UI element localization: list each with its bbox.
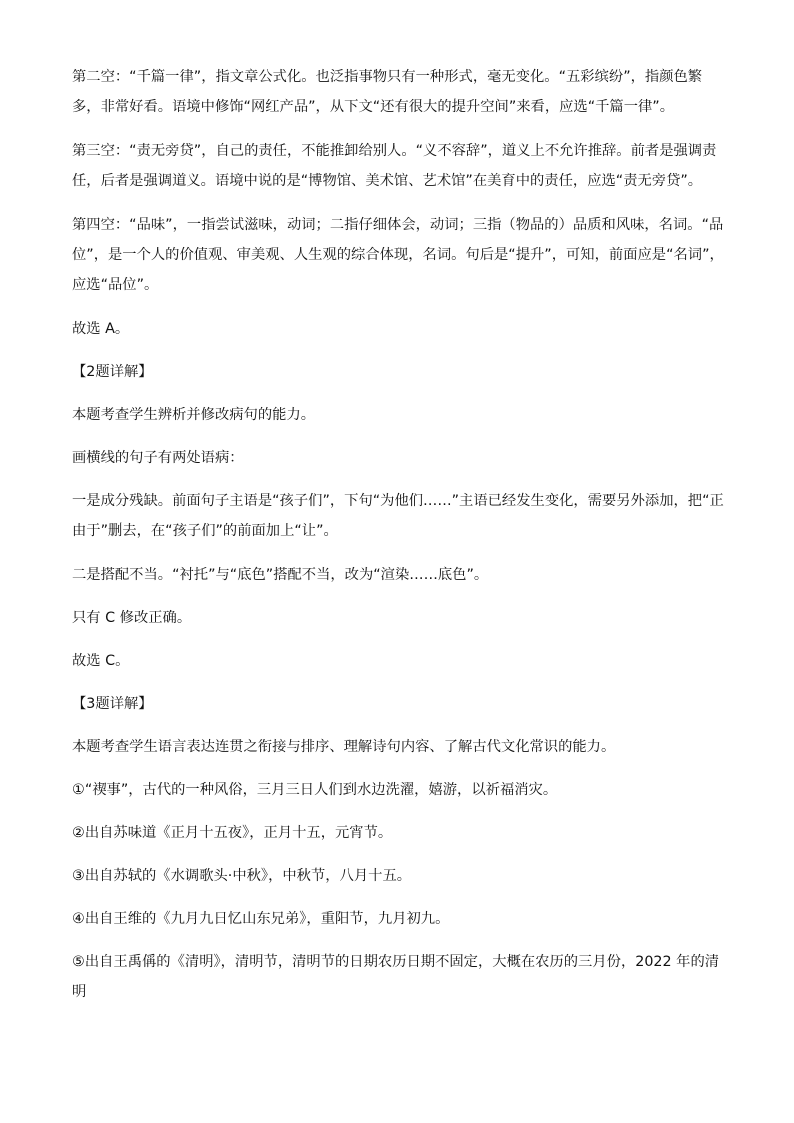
- answer-line-c: 故选 C。: [72, 653, 130, 669]
- paragraph-q3-item-three: ③出自苏轼的《水调歌头·中秋》，中秋节，八月十五。: [72, 868, 412, 884]
- paragraph-q2-only-c: 只有 C 修改正确。: [72, 610, 192, 626]
- paragraph-q3-intro: 本题考查学生语言表达连贯之衔接与排序、理解诗句内容、了解古代文化常识的能力。: [72, 739, 616, 755]
- paragraph-blank-three: 第三空：“责无旁贷”，自己的责任，不能推卸给别人。“义不容辞”，道义上不允许推辞。前者是强调责任，后者是强调道义。语境中说的是“博物馆、美术馆、艺术馆”在美育中的责任，应选“责无旁贷”。: [72, 143, 717, 189]
- document-page: [72, 62, 726, 1020]
- paragraph-q3-item-one: ①“禊事”，古代的一种风俗，三月三日人们到水边洗濯，嬉游，以祈福消灾。: [72, 782, 558, 798]
- paragraph-q2-intro: 本题考查学生辨析并修改病句的能力。: [72, 407, 316, 423]
- paragraph-q2-errors: 画横线的句子有两处语病：: [72, 450, 244, 466]
- section-heading-q2: 【2题详解】: [72, 364, 153, 380]
- paragraph-q3-item-two: ②出自苏味道《正月十五夜》，正月十五，元宵节。: [72, 825, 393, 841]
- paragraph-q2-error-one: 一是成分残缺。前面句子主语是“孩子们”，下句“为他们……”主语已经发生变化，需要另外添加，把“正由于”删去，在“孩子们”的前面加上“让”。: [72, 493, 724, 539]
- section-heading-q3: 【3题详解】: [72, 696, 153, 712]
- answer-line-a: 故选 A。: [72, 321, 130, 337]
- paragraph-blank-two: 第二空：“千篇一律”，指文章公式化。也泛指事物只有一种形式，毫无变化。“五彩缤纷”，指颜色繁多，非常好看。语境中修饰“网红产品”，从下文“还有很大的提升空间”来看，应选“千篇一律”。: [72, 69, 703, 115]
- paragraph-blank-four: 第四空：“品味”，一指尝试滋味，动词；二指仔细体会，动词；三指（物品的）品质和风味，名词。“品位”，是一个人的价值观、审美观、人生观的综合体现，名词。句后是“提升”，可知，前面应是“名词”，应选“品位”。: [72, 217, 724, 293]
- paragraph-q3-item-four: ④出自王维的《九月九日忆山东兄弟》，重阳节，九月初九。: [72, 911, 450, 927]
- paragraph-q2-error-two: 二是搭配不当。“衬托”与“底色”搭配不当，改为“渲染……底色”。: [72, 567, 489, 583]
- paragraph-q3-item-five: ⑤出自王禹偁的《清明》，清明节，清明节的日期农历日期不固定，大概在农历的三月份，2022 年的清明: [72, 954, 720, 1000]
